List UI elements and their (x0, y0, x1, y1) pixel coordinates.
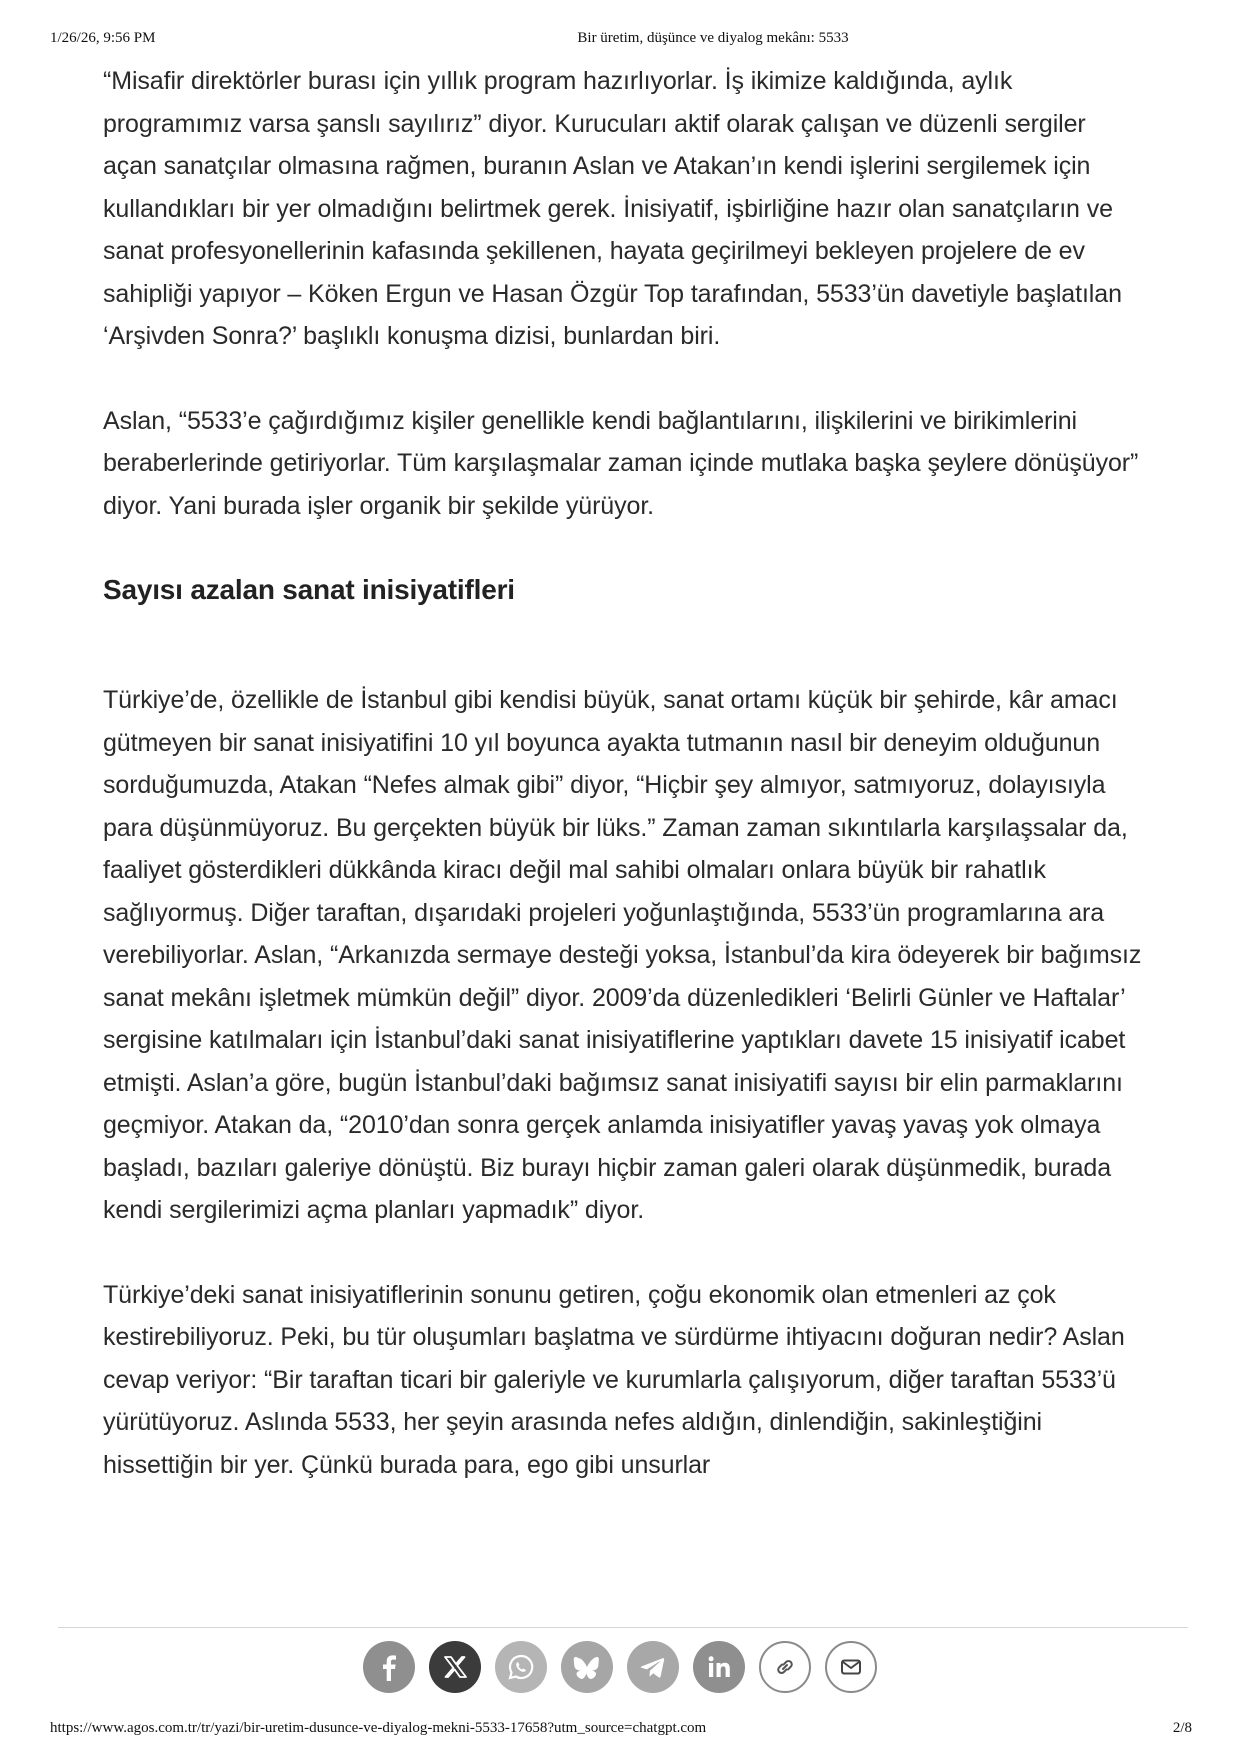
share-divider (58, 1627, 1188, 1628)
print-page-title: Bir üretim, düşünce ve diyalog mekânı: 5533 (577, 30, 849, 46)
x-icon (440, 1652, 470, 1682)
section-heading: Sayısı azalan sanat inisiyatifleri (103, 574, 515, 605)
share-facebook-button[interactable] (363, 1641, 415, 1693)
page-number: 2/8 (1172, 1720, 1192, 1736)
print-url: https://www.agos.com.tr/tr/yazi/bir-uretim-dusunce-ve-diyalog-mekni-5533-17658?utm_source=chatgpt.com (50, 1720, 707, 1736)
share-x-button[interactable] (429, 1641, 481, 1693)
share-bar (363, 1641, 877, 1693)
email-icon (836, 1652, 866, 1682)
article-body (103, 60, 1143, 1486)
share-bluesky-button[interactable] (561, 1641, 613, 1693)
linkedin-icon (704, 1652, 734, 1682)
share-whatsapp-button[interactable] (495, 1641, 547, 1693)
whatsapp-icon (506, 1652, 536, 1682)
print-header (0, 30, 1240, 52)
share-telegram-button[interactable] (627, 1641, 679, 1693)
link-icon (770, 1652, 800, 1682)
bluesky-icon (572, 1652, 602, 1682)
print-footer (0, 1720, 1240, 1742)
article-paragraph: “Misafir direktörler burası için yıllık program hazırlıyorlar. İş ikimize kaldığında, aylık programımız varsa şanslı sayılırız” diyor. Kurucuları aktif olarak çalışan ve düzenli sergiler açan sanatçılar olmasına rağmen, buranın Aslan ve Atakan’ın kendi işlerini sergilemek için kullandıkları bir yer olmadığını belirtmek gerek. İnisiyatif, işbirliğine hazır olan sanatçıların ve sanat profesyonellerinin kafasında şekillenen, hayata geçirilmeyi bekleyen projelere de ev sahipliği yapıyor – Köken Ergun ve Hasan Özgür Top tarafından, 5533’ün davetiyle başlatılan ‘Arşivden Sonra?’ başlıklı konuşma dizisi, bunlardan biri. (103, 67, 1122, 350)
telegram-icon (638, 1652, 668, 1682)
article-paragraph: Aslan, “5533’e çağırdığımız kişiler genellikle kendi bağlantılarını, ilişkilerini ve birikimlerini beraberlerinde getiriyorlar. Tüm karşılaşmalar zaman içinde mutlaka başka şeylere dönüşüyor” diyor. Yani burada işler organik bir şekilde yürüyor. (103, 406, 1139, 520)
facebook-icon (374, 1652, 404, 1682)
article-paragraph: Türkiye’de, özellikle de İstanbul gibi kendisi büyük, sanat ortamı küçük bir şehirde, kâr amacı gütmeyen bir sanat inisiyatifini 10 yıl boyunca ayakta tutmanın nasıl bir deneyim olduğunun sorduğumuzda, Atakan “Nefes almak gibi” diyor, “Hiçbir şey almıyor, satmıyoruz, dolayısıyla para düşünmüyoruz. Bu gerçekten büyük bir lüks.” Zaman zaman sıkıntılarla karşılaşsalar da, faaliyet gösterdikleri dükkânda kiracı değil mal sahibi olmaları onlara büyük bir rahatlık sağlıyormuş. Diğer taraftan, dışarıdaki projeleri yoğunlaştığında, 5533’ün programlarına ara verebiliyorlar. Aslan, “Arkanızda sermaye desteği yoksa, İstanbul’da kira ödeyerek bir bağımsız sanat mekânı işletmek mümkün değil” diyor. 2009’da düzenledikleri ‘Belirli Günler ve Haftalar’ sergisine katılmaları için İstanbul’daki sanat inisiyatiflerine yaptıkları davete 15 inisiyatif icabet etmişti. Aslan’a göre, bugün İstanbul’daki bağımsız sanat inisiyatifi sayısı bir elin parmaklarını geçmiyor. Atakan da, “2010’dan sonra gerçek anlamda inisiyatifler yavaş yavaş yok olmaya başladı, bazıları galeriye dönüştü. Biz burayı hiçbir zaman galeri olarak düşünmedik, burada kendi sergilerimizi açma planları yapmadık” diyor. (103, 686, 1142, 1224)
article-paragraph: Türkiye’deki sanat inisiyatiflerinin sonunu getiren, çoğu ekonomik olan etmenleri az çok kestirebiliyoruz. Peki, bu tür oluşumları başlatma ve sürdürme ihtiyacını doğuran nedir? Aslan cevap veriyor: “Bir taraftan ticari bir galeriyle ve kurumlarla çalışıyorum, diğer taraftan 5533’ü yürütüyoruz. Aslında 5533, her şeyin arasında nefes aldığın, dinlendiğin, sakinleştiğini hissettiğin bir yer. Çünkü burada para, ego gibi unsurlar (103, 1280, 1125, 1479)
print-date: 1/26/26, 9:56 PM (50, 30, 156, 46)
copy-link-button[interactable] (759, 1641, 811, 1693)
share-linkedin-button[interactable] (693, 1641, 745, 1693)
share-email-button[interactable] (825, 1641, 877, 1693)
